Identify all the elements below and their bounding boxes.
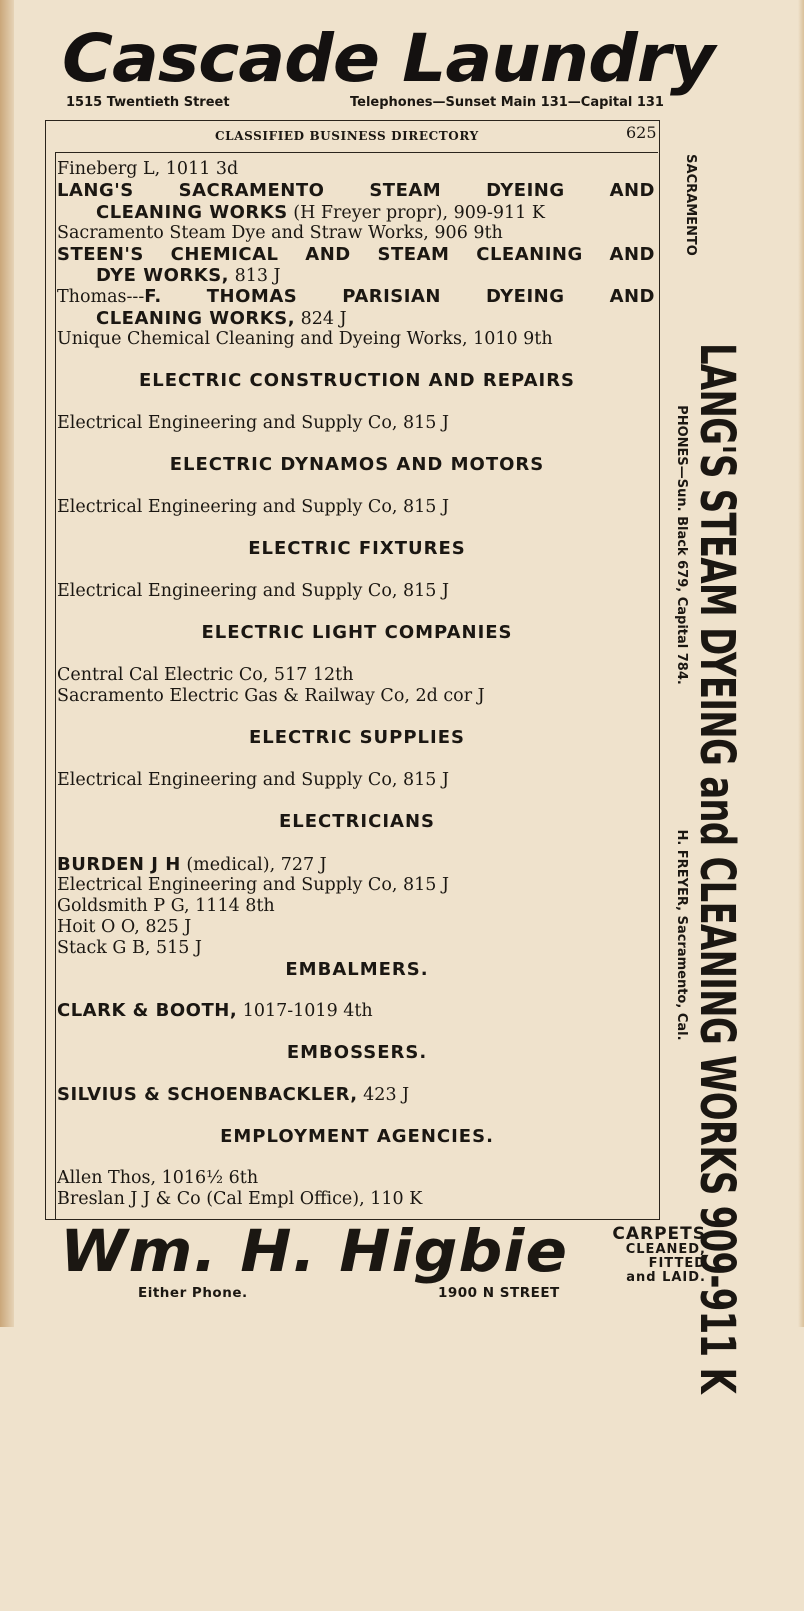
heading-electricians: ELECTRICIANS xyxy=(279,811,435,832)
heading-employment: EMPLOYMENT AGENCIES. xyxy=(220,1126,494,1147)
side-ad-main xyxy=(687,125,747,1394)
entry-langs-line2 xyxy=(96,202,545,224)
entry-steens-name: DYE WORKS, xyxy=(96,265,229,286)
entry-stack: Stack G B, 515 J xyxy=(57,938,202,958)
entry-sac-steam: Sacramento Steam Dye and Straw Works, 906 9th xyxy=(57,223,503,243)
entry-thomas-detail: 824 J xyxy=(295,309,347,329)
bottom-ad-fitted: FITTED xyxy=(648,1256,706,1271)
bottom-ad-name: Wm. H. Higbie xyxy=(60,1217,569,1285)
bottom-ad-either-phone: Either Phone. xyxy=(138,1285,248,1301)
heading-electric-dynamos: ELECTRIC DYNAMOS AND MOTORS xyxy=(169,454,545,475)
bottom-ad-laid: and LAID. xyxy=(626,1270,706,1285)
page-number: 625 xyxy=(626,123,657,142)
entry-electrical-engineering-4: Electrical Engineering and Supply Co, 815 J xyxy=(57,770,449,790)
top-ad-telephones: Telephones—Sunset Main 131—Capital 131 xyxy=(350,95,664,110)
entry-thomas-name: F. THOMAS PARISIAN DYEING AND xyxy=(144,286,655,307)
entry-unique: Unique Chemical Cleaning and Dyeing Works, 1010 9th xyxy=(57,329,553,349)
page-header-title: CLASSIFIED BUSINESS DIRECTORY xyxy=(215,129,479,143)
entry-thomas-line2 xyxy=(96,308,347,330)
bottom-ad-address: 1900 N STREET xyxy=(438,1285,560,1301)
entry-electrical-engineering-3: Electrical Engineering and Supply Co, 815 J xyxy=(57,581,449,601)
bottom-ad-carpets: CARPETS xyxy=(612,1224,706,1244)
heading-electric-supplies: ELECTRIC SUPPLIES xyxy=(249,727,465,748)
bottom-ad-cleaned: CLEANED, xyxy=(625,1242,706,1257)
frame-right-rule xyxy=(659,120,660,1220)
entry-silvius xyxy=(57,1084,409,1106)
entry-burden-detail: (medical), 727 J xyxy=(180,855,327,875)
entry-langs-name: CLEANING WORKS xyxy=(96,202,288,223)
entry-steens-line2 xyxy=(96,265,281,287)
heading-electric-construction: ELECTRIC CONSTRUCTION AND REPAIRS xyxy=(138,370,576,391)
entry-silvius-detail: 423 J xyxy=(357,1085,410,1105)
entry-thomas-name2: CLEANING WORKS, xyxy=(96,308,296,329)
entry-burden-name: BURDEN J H xyxy=(57,854,181,875)
entry-electrical-engineering-2: Electrical Engineering and Supply Co, 815 J xyxy=(57,497,449,517)
side-ad-city: SACRAMENTO xyxy=(683,154,698,256)
page-edge-left xyxy=(0,0,14,1327)
entry-langs-line1: LANG'S SACRAMENTO STEAM DYEING AND xyxy=(57,180,655,201)
entry-clark-booth xyxy=(57,1000,373,1022)
entry-thomas-line1 xyxy=(57,286,655,308)
page-edge-right xyxy=(798,0,804,1327)
header-rule xyxy=(55,152,658,153)
frame-left-rule xyxy=(45,120,46,1220)
side-ad-proprietor: H. FREYER, Sacramento, Cal. xyxy=(674,829,689,1041)
top-ad-address: 1515 Twentieth Street xyxy=(66,95,230,110)
side-ad-phones: PHONES—Sun. Black 679, Capital 784. xyxy=(674,405,689,685)
entry-burden xyxy=(57,854,327,876)
entry-hoit: Hoit O O, 825 J xyxy=(57,917,192,937)
entry-goldsmith: Goldsmith P G, 1114 8th xyxy=(57,896,275,916)
top-ad-title: Cascade Laundry xyxy=(62,20,715,97)
entry-fineberg: Fineberg L, 1011 3d xyxy=(57,159,239,179)
entry-steens-detail: 813 J xyxy=(229,266,281,286)
entry-electrical-engineering-1: Electrical Engineering and Supply Co, 815 J xyxy=(57,413,449,433)
entry-thomas-prefix: Thomas--- xyxy=(57,287,145,307)
entry-clark-detail: 1017-1019 4th xyxy=(237,1001,373,1021)
entry-clark-name: CLARK & BOOTH, xyxy=(57,1000,238,1021)
entry-langs-detail: (H Freyer propr), 909-911 K xyxy=(287,203,545,223)
entry-silvius-name: SILVIUS & SCHOENBACKLER, xyxy=(57,1084,358,1105)
entry-steens-line1: STEEN'S CHEMICAL AND STEAM CLEANING AND xyxy=(57,244,655,265)
side-ad-main-text: LANG'S STEAM DYEING and CLEANING WORKS 909-911 K xyxy=(689,343,745,1394)
heading-embossers: EMBOSSERS. xyxy=(286,1042,428,1063)
heading-embalmers: EMBALMERS. xyxy=(285,959,429,980)
entry-allen: Allen Thos, 1016½ 6th xyxy=(57,1168,259,1188)
entry-breslan: Breslan J J & Co (Cal Empl Office), 110 K xyxy=(57,1189,423,1209)
entry-central-cal: Central Cal Electric Co, 517 12th xyxy=(57,665,354,685)
entry-electrical-engineering-5: Electrical Engineering and Supply Co, 815 J xyxy=(57,875,449,895)
heading-electric-light: ELECTRIC LIGHT COMPANIES xyxy=(201,622,513,643)
frame-top-rule xyxy=(45,120,659,121)
entry-sac-electric: Sacramento Electric Gas & Railway Co, 2d cor J xyxy=(57,686,485,706)
heading-electric-fixtures: ELECTRIC FIXTURES xyxy=(248,538,466,559)
